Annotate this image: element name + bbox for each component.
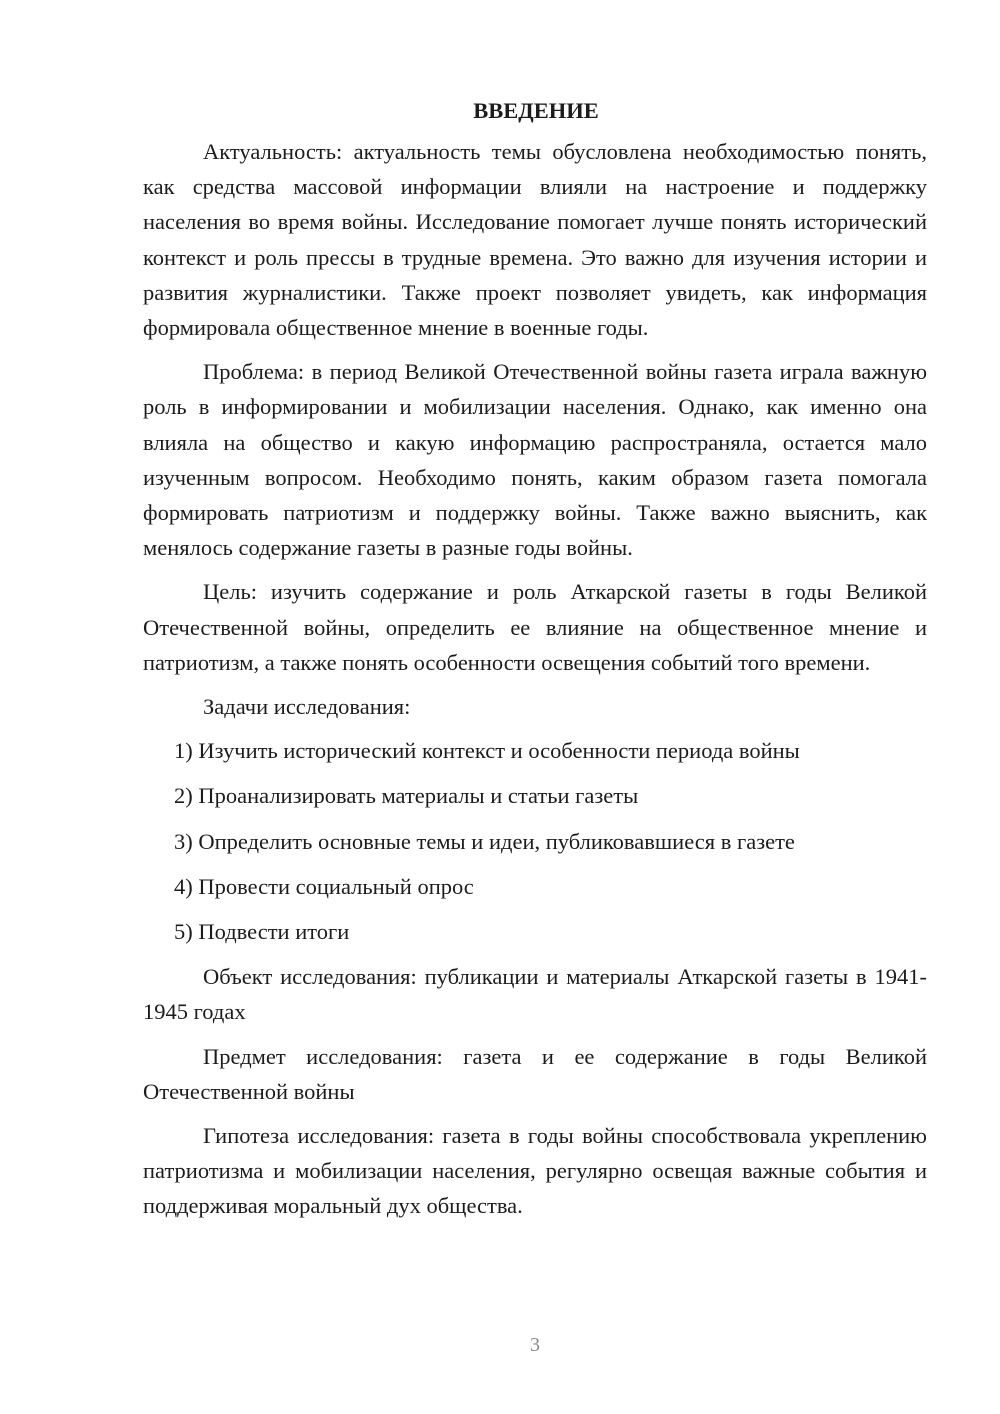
list-item: 3) Определить основные темы и идеи, публиковавшиеся в газете [174, 828, 795, 854]
section-title: ВВЕДЕНИЕ [473, 98, 599, 123]
tasks-heading: Задачи исследования: [203, 694, 411, 720]
hypothesis-paragraph: Гипотеза исследования: газета в годы войны способствовала укреплению патриотизма и мобилизации населения, регулярно освещая важные события и поддерживая моральный дух общества. [143, 1123, 927, 1219]
problem-paragraph: Проблема: в период Великой Отечественной войны газета играла важную роль в информировании и мобилизации населения. Однако, как именно она влияла на общество и какую информацию распространяла, остается мало изученным вопросом. Необходимо понять, каким образом газета помогала формировать патриотизм и поддержку войны. Также важно выяснить, как менялось содержание газеты в разные годы войны. [143, 359, 927, 561]
list-item: 5) Подвести итоги [174, 919, 350, 945]
page-number: 3 [530, 1334, 540, 1356]
object-paragraph: Объект исследования: публикации и материалы Аткарской газеты в 1941-1945 годах [143, 964, 927, 1025]
goal-paragraph: Цель: изучить содержание и роль Аткарской газеты в годы Великой Отечественной войны, определить ее влияние на общественное мнение и патриотизм, а также понять особенности освещения событий того времени. [143, 579, 927, 675]
list-item: 2) Проанализировать материалы и статьи газеты [174, 783, 639, 809]
list-item: 4) Провести социальный опрос [174, 873, 474, 899]
tasks-list [143, 733, 927, 949]
page-content [143, 96, 927, 1233]
relevance-paragraph: Актуальность: актуальность темы обусловлена необходимостью понять, как средства массовой информации влияли на настроение и поддержку населения во время войны. Исследование помогает лучше понять исторический контекст и роль прессы в трудные времена. Это важно для изучения истории и развития журналистики. Также проект позволяет увидеть, как информация формировала общественное мнение в военные годы. [143, 139, 927, 341]
list-item: 1) Изучить исторический контекст и особенности периода войны [174, 738, 800, 764]
subject-paragraph: Предмет исследования: газета и ее содержание в годы Великой Отечественной войны [143, 1043, 927, 1104]
